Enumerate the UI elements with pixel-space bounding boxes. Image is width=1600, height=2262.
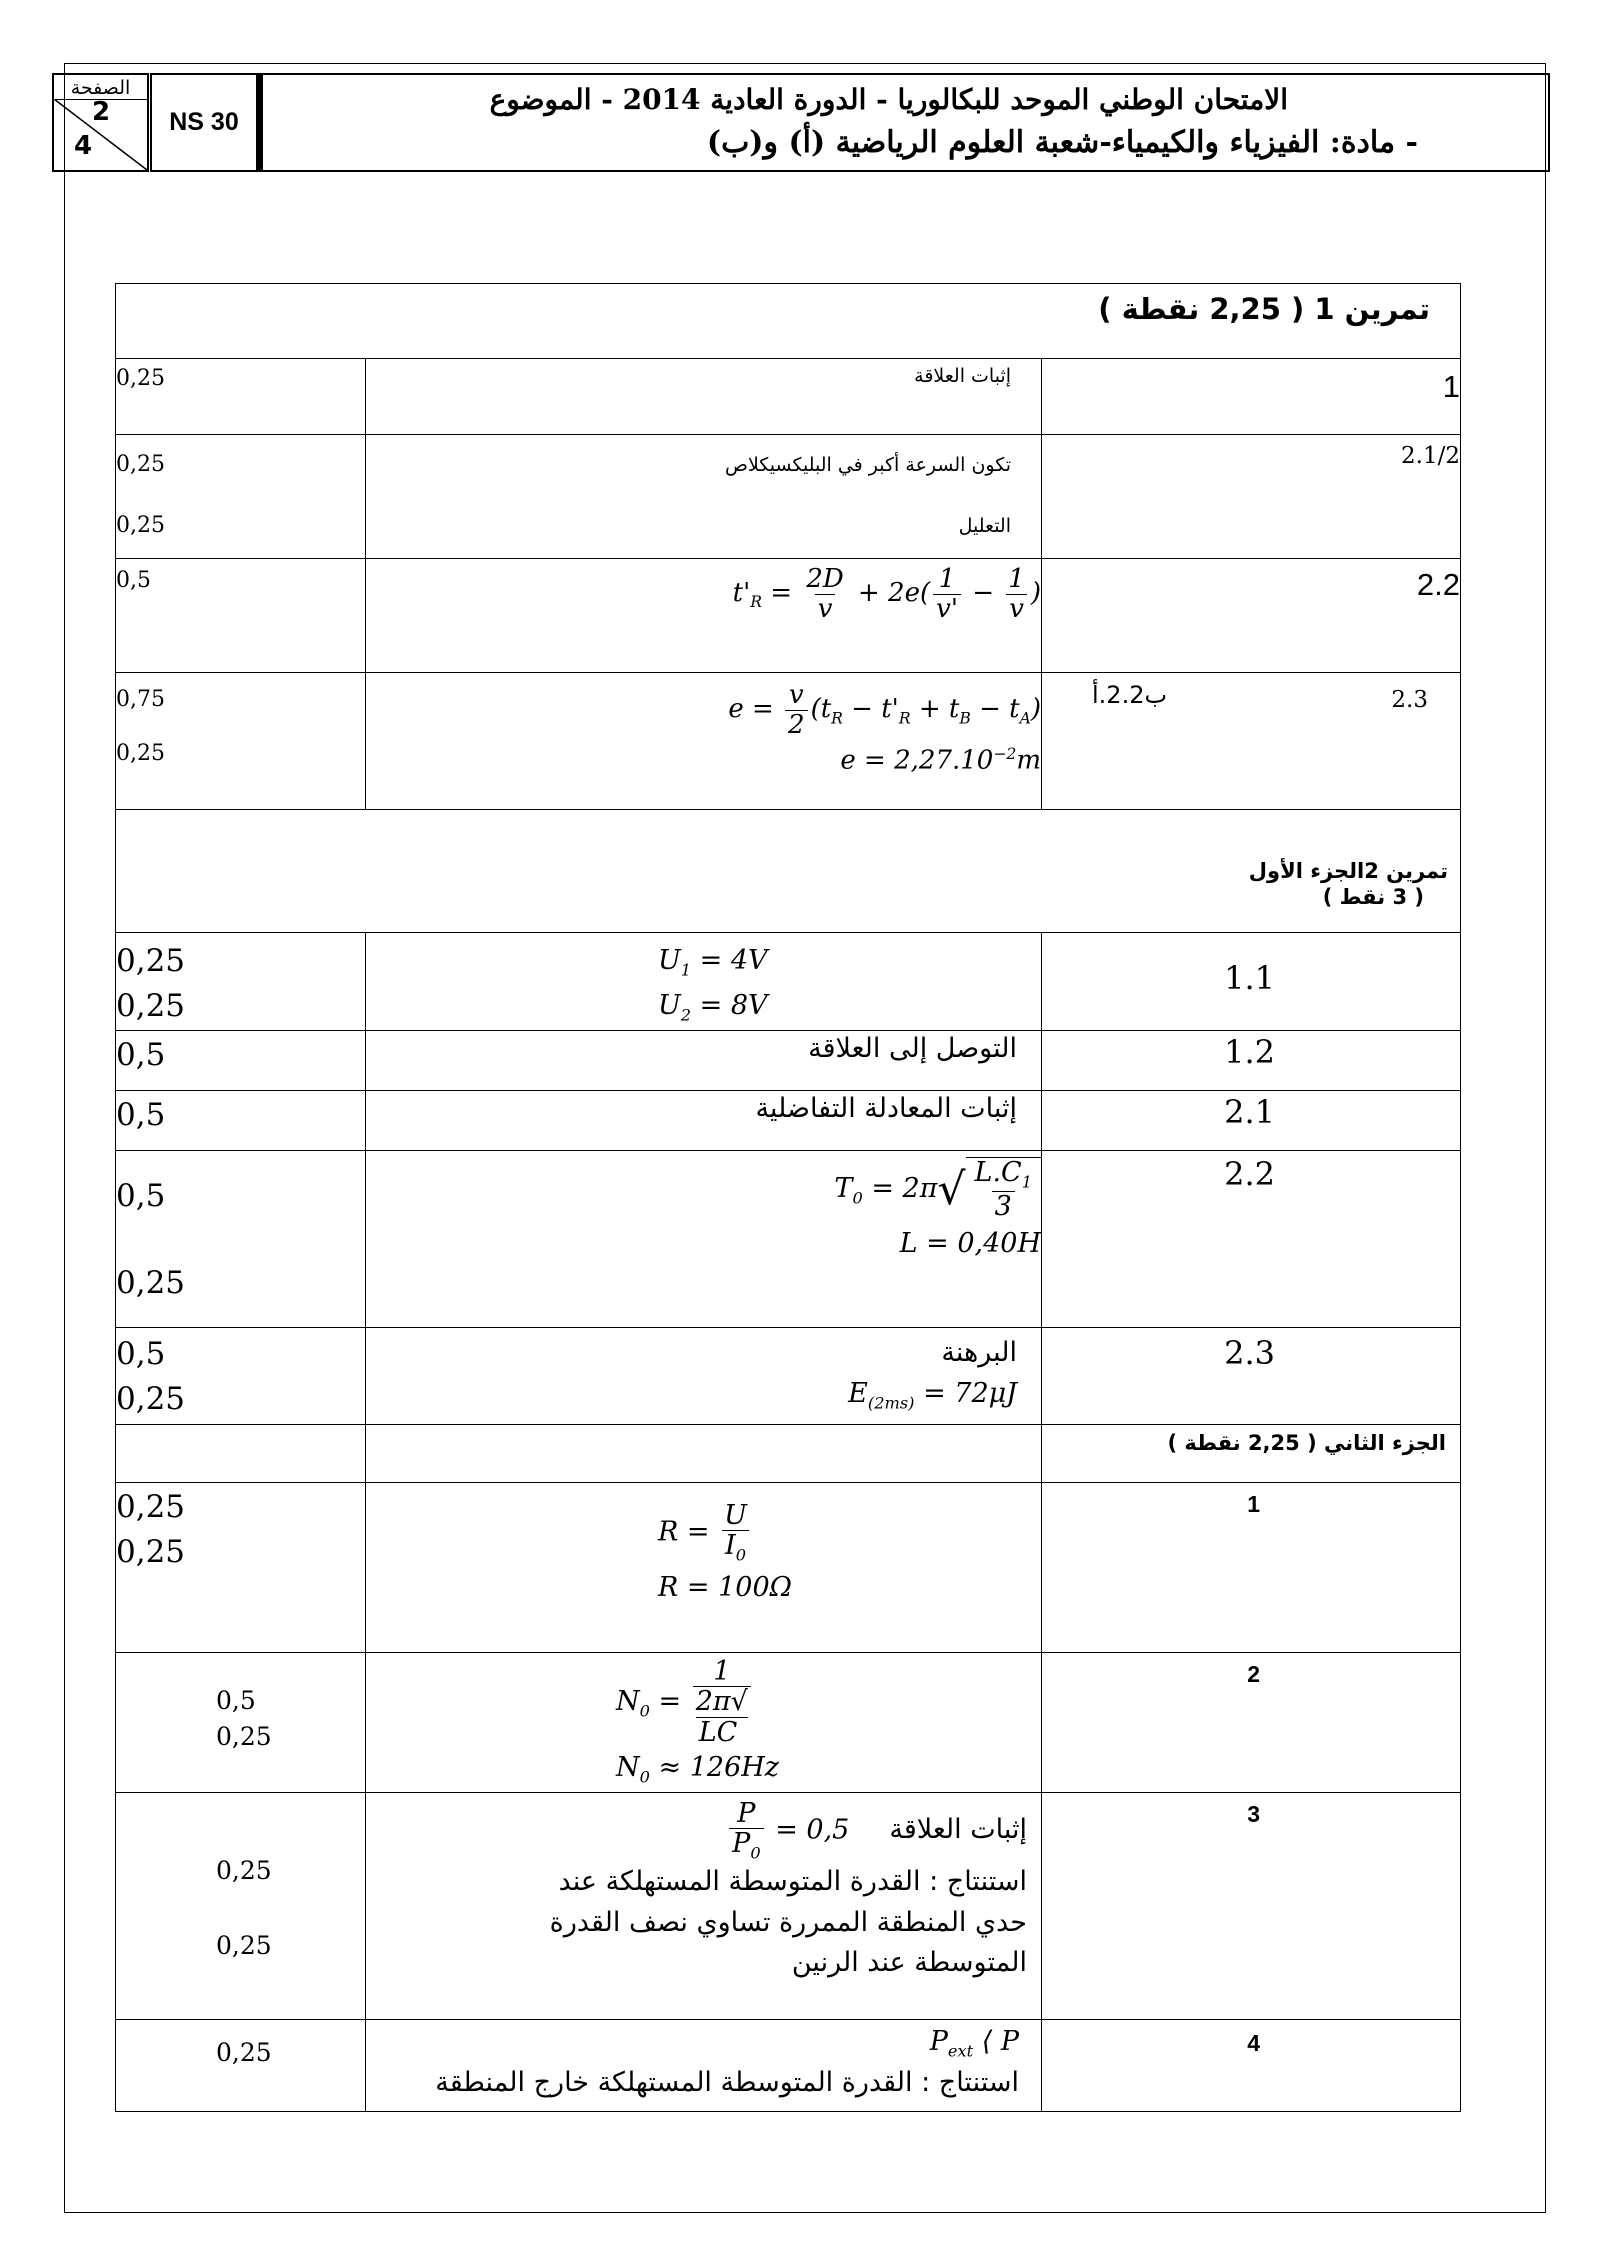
score: 0,25: [116, 512, 165, 538]
answer-text: تكون السرعة أكبر في البليكسيكلاص: [725, 454, 1011, 476]
table-row: [116, 1091, 1461, 1151]
score: 0,25: [116, 452, 165, 477]
score: 0,25: [116, 1264, 186, 1301]
formula: $E_{(2ms)} = 72\mu J$: [848, 1378, 1017, 1413]
question-number: 3: [1247, 1800, 1260, 1827]
question-subpart: ب2.2.أ: [1092, 681, 1168, 709]
question-number: 2.1: [1224, 1093, 1275, 1131]
answer-text: إثبات العلاقة: [889, 1814, 1027, 1846]
question-number: 1.1: [1224, 959, 1275, 997]
score: 0,25: [216, 1855, 272, 1885]
table-row: [116, 435, 1461, 559]
score: 0,25: [116, 366, 165, 391]
score: 0,25: [116, 987, 186, 1024]
question-number: 2.3: [1391, 687, 1428, 713]
table-row: [116, 559, 1461, 673]
score: 0,5: [116, 1097, 166, 1133]
formula: R = $\frac{U}{I_0}$: [658, 1501, 1041, 1565]
question-number: 2.1/2: [1401, 443, 1460, 469]
question-number: 1: [1442, 369, 1460, 404]
exam-code: NS 30: [150, 73, 260, 172]
table-row: [116, 2019, 1461, 2111]
table-row: [116, 1151, 1461, 1328]
score: 0,5: [116, 1335, 166, 1372]
grading-table: [115, 283, 1461, 2112]
score: 0,5: [116, 1037, 166, 1073]
page-total: 4: [74, 131, 93, 161]
formula: L = 0,40H: [899, 1227, 1041, 1259]
formula: $N_0$ = 1 2π√ LC: [616, 1657, 1041, 1748]
answer-text: إثبات المعادلة التفاضلية: [755, 1093, 1017, 1124]
score: 0,75: [116, 687, 165, 712]
page-number: 2: [92, 97, 111, 127]
score: 0,5: [216, 1685, 256, 1715]
ex2-points: ( 3 نقط ): [1322, 885, 1424, 910]
question-number: 2.2: [1224, 1155, 1275, 1193]
score: 0,25: [216, 1930, 272, 1960]
formula: $U_1 = 4V$: [658, 945, 768, 980]
page-number-box: [52, 73, 149, 172]
question-number: 4: [1247, 2029, 1260, 2056]
ex2-title: تمرين 2الجزء الأول: [1248, 859, 1448, 883]
score: 0,25: [116, 1380, 186, 1417]
answer-text: التوصل إلى العلاقة: [808, 1033, 1017, 1064]
table-row: [116, 933, 1461, 1031]
exam-title-line2: - مادة: الفيزياء والكيمياء-شعبة العلوم الرياضية (أ) و(ب): [706, 125, 1418, 160]
formula: $e = 2,27.10^{-2}m$: [840, 745, 1041, 776]
answer-text: استنتاج : القدرة المتوسطة المستهلكة خارج المنطقة: [435, 2067, 1019, 2099]
ex1-title-row: [116, 284, 1461, 359]
formula: $P_{ext}$ ⟨ P: [929, 2025, 1019, 2060]
ex1-title: تمرين 1 ( 2,25 نقطة ): [1098, 292, 1430, 326]
exam-title-box: [260, 73, 1550, 172]
table-row: [116, 1482, 1461, 1652]
formula: e = $\frac{v}{2}$ $(t_R - t'_R + t_B - t_A)$: [728, 680, 1041, 740]
question-number: 1.2: [1224, 1033, 1275, 1071]
table-row: [116, 1652, 1461, 1792]
ex2-title-row: [116, 810, 1461, 933]
score: 0,25: [116, 1488, 186, 1525]
answer-text: التعليل: [958, 514, 1011, 537]
table-row: [116, 673, 1461, 810]
score: 0,25: [116, 740, 165, 766]
answer-text: إثبات العلاقة: [914, 365, 1011, 387]
part2-title-row: [116, 1424, 1461, 1482]
formula: $N_0 \approx 126Hz$: [616, 1751, 780, 1787]
formula: $\frac{P}{P_0}$ = 0,5: [726, 1799, 849, 1863]
score: 0,25: [116, 1533, 186, 1570]
formula: $T_0 = 2\pi$ √ $\frac{L.C_1}{3}$: [366, 1157, 1041, 1222]
answer-text: استنتاج : القدرة المتوسطة المستهلكة عند حدي المنطقة الممررة تساوي نصف القدرة المتوسطة عند الرنين: [549, 1866, 1027, 1979]
formula: $t'_R$ = $\frac{2D}{v}$ + 2e( $\frac{1}{v'}$ − $\frac{1}{v}$ ): [732, 564, 1041, 624]
table-row: [116, 1031, 1461, 1091]
question-number: 2.3: [1224, 1333, 1275, 1372]
score: 0,5: [116, 568, 151, 593]
part2-title: الجزء الثاني ( 2,25 نقطة ): [1167, 1430, 1446, 1455]
score: 0,25: [116, 943, 186, 979]
table-row: [116, 1792, 1461, 2019]
question-number: 2.2: [1416, 567, 1460, 602]
formula: $U_2 = 8V$: [658, 990, 768, 1025]
table-row: [116, 359, 1461, 435]
table-row: [116, 1327, 1461, 1424]
page-label: الصفحة: [70, 77, 131, 99]
question-number: 1: [1247, 1490, 1260, 1517]
exam-title-line1: الامتحان الوطني الموحد للبكالوريا - الدورة العادية 2014 - الموضوع: [489, 83, 1288, 116]
score: 0,25: [216, 1721, 272, 1751]
question-number: 2: [1247, 1660, 1260, 1687]
answer-text: البرهنة: [941, 1336, 1017, 1368]
score: 0,5: [116, 1178, 166, 1214]
score: 0,25: [216, 2037, 272, 2067]
formula: R = 100Ω: [658, 1572, 793, 1604]
